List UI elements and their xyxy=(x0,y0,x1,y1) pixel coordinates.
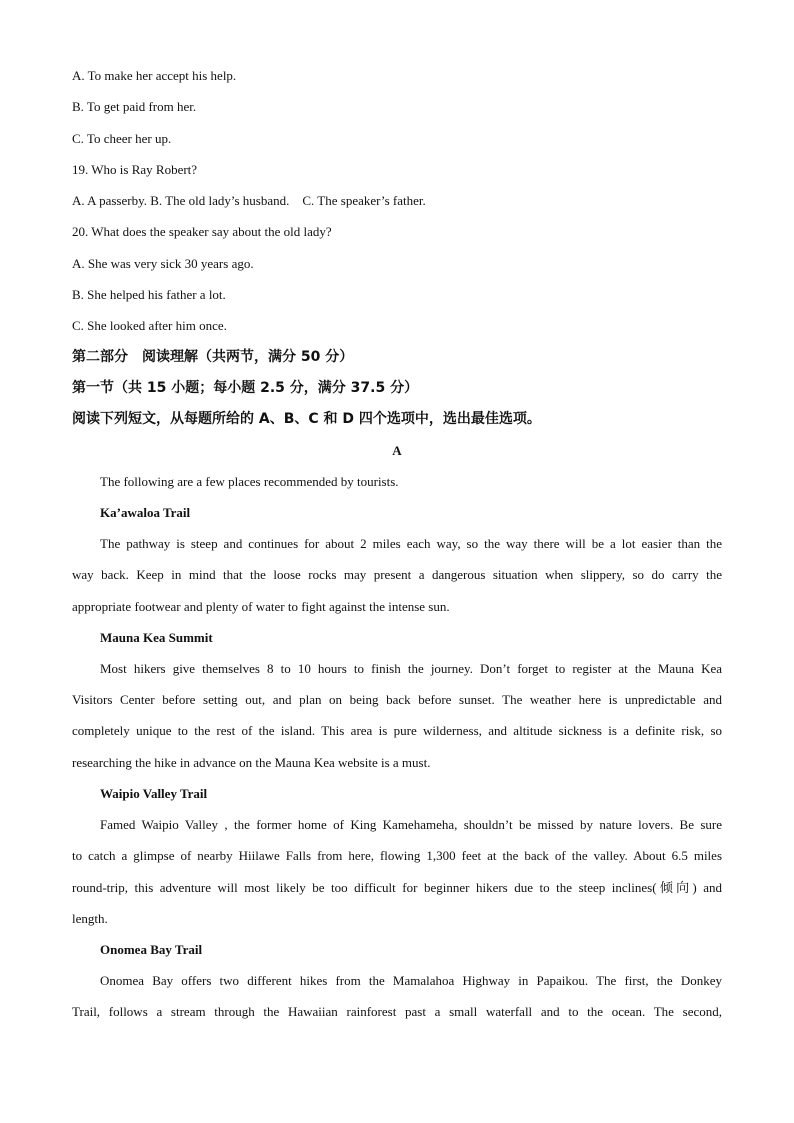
paragraph-mauna-kea-line2: Visitors Center before setting out, and plan on being back before sunset. The weather here is unpredictable and xyxy=(72,692,722,707)
paragraph-waipio-line1: Famed Waipio Valley , the former home of King Kamehameha, shouldn’t be missed by nature lovers. Be sure xyxy=(100,817,722,832)
option-18a: A. To make her accept his help. xyxy=(72,68,237,83)
passage-intro: The following are a few places recommended by tourists. xyxy=(100,474,399,489)
heading-waipio: Waipio Valley Trail xyxy=(100,786,208,801)
section-heading-sec1: 第一节（共 15 小题；每小题 2.5 分，满分 37.5 分） xyxy=(72,380,419,396)
section-heading-part2: 第二部分 阅读理解（共两节，满分 50 分） xyxy=(72,349,354,365)
passage-label: A xyxy=(392,443,402,458)
paragraph-waipio-line4: length. xyxy=(72,911,108,926)
question-20: 20. What does the speaker say about the old lady? xyxy=(72,224,332,239)
paragraph-kaawaloa-line2: way back. Keep in mind that the loose rocks may present a dangerous situation when slippery, so do carry the xyxy=(72,567,722,582)
section-instruction: 阅读下列短文，从每题所给的 A、B、C 和 D 四个选项中，选出最佳选项。 xyxy=(72,411,541,427)
question-19: 19. Who is Ray Robert? xyxy=(72,162,198,177)
paragraph-mauna-kea-line1: Most hikers give themselves 8 to 10 hours to finish the journey. Don’t forget to register at the Mauna Kea xyxy=(100,661,722,676)
heading-mauna-kea: Mauna Kea Summit xyxy=(100,630,213,645)
option-20a: A. She was very sick 30 years ago. xyxy=(72,256,254,271)
paragraph-waipio-line2: to catch a glimpse of nearby Hiilawe Falls from here, flowing 1,300 feet at the back of the valley. About 6.5 miles xyxy=(72,848,722,863)
heading-onomea: Onomea Bay Trail xyxy=(100,942,203,957)
paragraph-kaawaloa-line1: The pathway is steep and continues for about 2 miles each way, so the way there will be a lot easier than the xyxy=(100,536,722,551)
option-20c: C. She looked after him once. xyxy=(72,318,227,333)
paragraph-kaawaloa-line3: appropriate footwear and plenty of water to fight against the intense sun. xyxy=(72,599,450,614)
heading-kaawaloa: Ka’awaloa Trail xyxy=(100,505,191,520)
paragraph-onomea-line2: Trail, follows a stream through the Hawaiian rainforest past a small waterfall and to the ocean. The second, xyxy=(72,1004,722,1019)
option-20b: B. She helped his father a lot. xyxy=(72,287,226,302)
option-18c: C. To cheer her up. xyxy=(72,131,172,146)
paragraph-mauna-kea-line4: researching the hike in advance on the Mauna Kea website is a must. xyxy=(72,755,431,770)
paragraph-mauna-kea-line3: completely unique to the rest of the island. This area is pure wilderness, and altitude sickness is a definite risk, so xyxy=(72,723,722,738)
paragraph-onomea-line1: Onomea Bay offers two different hikes from the Mamalahoa Highway in Papaikou. The first, the Donkey xyxy=(100,973,722,988)
option-18b: B. To get paid from her. xyxy=(72,99,197,114)
paragraph-waipio-line3: round-trip, this adventure will most likely be too difficult for beginner hikers due to the steep inclines(倾向) and xyxy=(72,880,722,895)
options-19: A. A passerby. B. The old lady’s husband. C. The speaker’s father. xyxy=(72,193,426,208)
